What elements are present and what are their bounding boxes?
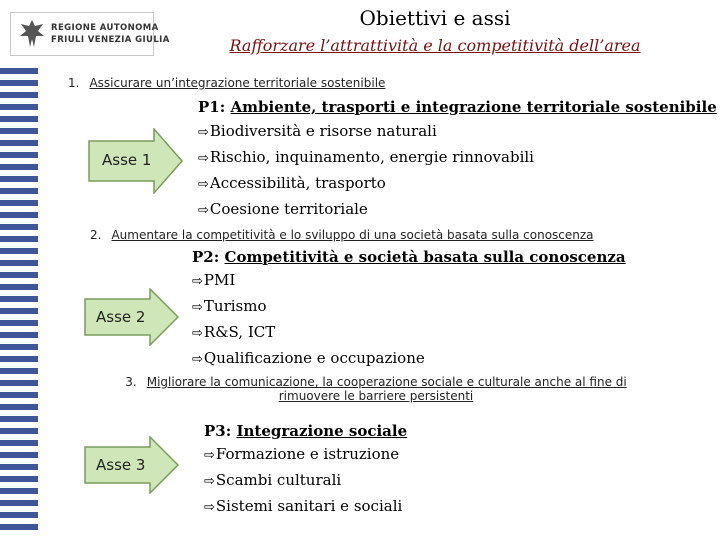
sidebar-stripe	[0, 68, 38, 74]
priority-3-heading: P3: Integrazione sociale	[204, 422, 408, 440]
arrow-bullet-icon: ⇨	[192, 274, 203, 289]
arrow-bullet-icon: ⇨	[192, 300, 203, 315]
sidebar-stripe	[0, 308, 38, 314]
logo-text: REGIONE AUTONOMA FRIULI VENEZIA GIULIA	[51, 23, 170, 45]
sidebar-stripe	[0, 524, 38, 530]
section-2-title: 2. Aumentare la competitività e lo sviluppo di una società basata sulla conoscenza	[90, 228, 594, 242]
sidebar-stripe	[0, 188, 38, 194]
arrow-bullet-icon: ⇨	[198, 203, 209, 218]
priority-1-items	[198, 119, 534, 223]
list-item: ⇨Rischio, inquinamento, energie rinnovabili	[198, 148, 534, 166]
sidebar-stripe	[0, 344, 38, 350]
sidebar-stripe	[0, 488, 38, 494]
sidebar-stripe	[0, 152, 38, 158]
arrow-bullet-icon: ⇨	[204, 474, 215, 489]
arrow-bullet-icon: ⇨	[198, 177, 209, 192]
sidebar-stripe	[0, 164, 38, 170]
priority-3-items	[204, 442, 402, 520]
sidebar-stripe	[0, 92, 38, 98]
list-item: ⇨PMI	[192, 271, 236, 289]
page-title: Obiettivi e assi	[359, 6, 511, 30]
list-item: ⇨Scambi culturali	[204, 471, 342, 489]
sidebar-stripe	[0, 464, 38, 470]
list-item: ⇨Qualificazione e occupazione	[192, 349, 425, 367]
sidebar-stripe	[0, 440, 38, 446]
arrow-bullet-icon: ⇨	[192, 326, 203, 341]
list-item: ⇨Turismo	[192, 297, 267, 315]
eagle-emblem-icon	[17, 17, 47, 51]
list-item: ⇨Coesione territoriale	[198, 200, 368, 218]
list-item: ⇨Sistemi sanitari e sociali	[204, 497, 403, 515]
arrow-bullet-icon: ⇨	[198, 125, 209, 140]
priority-2-items	[192, 268, 425, 372]
arrow-bullet-icon: ⇨	[204, 448, 215, 463]
sidebar-stripe	[0, 272, 38, 278]
sidebar-stripe	[0, 236, 38, 242]
sidebar-stripe	[0, 260, 38, 266]
sidebar-stripe	[0, 404, 38, 410]
sidebar-stripe	[0, 296, 38, 302]
priority-2-heading: P2: Competitività e società basata sulla conoscenza	[192, 248, 626, 266]
sidebar-stripe	[0, 212, 38, 218]
arrow-bullet-icon: ⇨	[204, 500, 215, 515]
sidebar-stripe	[0, 320, 38, 326]
page-subtitle: Rafforzare l’attrattività e la competitività dell’area	[229, 36, 641, 55]
sidebar-stripe	[0, 116, 38, 122]
sidebar-stripe	[0, 332, 38, 338]
sidebar-stripe	[0, 416, 38, 422]
list-item: ⇨Formazione e istruzione	[204, 445, 400, 463]
sidebar-stripe	[0, 452, 38, 458]
arrow-bullet-icon: ⇨	[198, 151, 209, 166]
sidebar-stripe	[0, 248, 38, 254]
section-1-title: 1. Assicurare un’integrazione territoriale sostenibile	[68, 76, 386, 90]
sidebar-stripe	[0, 476, 38, 482]
sidebar-stripe	[0, 200, 38, 206]
axis-3-label: Asse 3	[96, 456, 146, 474]
axis-2-label: Asse 2	[96, 308, 146, 326]
list-item: ⇨R&S, ICT	[192, 323, 276, 341]
sidebar-stripe	[0, 428, 38, 434]
list-item: ⇨Accessibilità, trasporto	[198, 174, 386, 192]
sidebar-stripe	[0, 512, 38, 518]
priority-1-heading: P1: Ambiente, trasporti e integrazione territoriale sostenibile	[198, 98, 717, 116]
sidebar-stripe	[0, 368, 38, 374]
list-item: ⇨Biodiversità e risorse naturali	[198, 122, 437, 140]
sidebar-stripe	[0, 140, 38, 146]
sidebar-stripe	[0, 104, 38, 110]
sidebar-stripe	[0, 128, 38, 134]
sidebar-stripe	[0, 284, 38, 290]
sidebar-stripe	[0, 224, 38, 230]
sidebar-stripe	[0, 380, 38, 386]
sidebar-stripe	[0, 356, 38, 362]
sidebar-stripe	[0, 176, 38, 182]
sidebar-stripes	[0, 68, 40, 534]
region-logo	[10, 12, 170, 56]
arrow-bullet-icon: ⇨	[192, 352, 203, 367]
axis-1-label: Asse 1	[102, 151, 152, 169]
sidebar-stripe	[0, 80, 38, 86]
sidebar-stripe	[0, 392, 38, 398]
section-3-title: 3. Migliorare la comunicazione, la cooperazione sociale e culturale anche al fine di rimuovere le barriere persistenti	[125, 375, 627, 403]
sidebar-stripe	[0, 500, 38, 506]
